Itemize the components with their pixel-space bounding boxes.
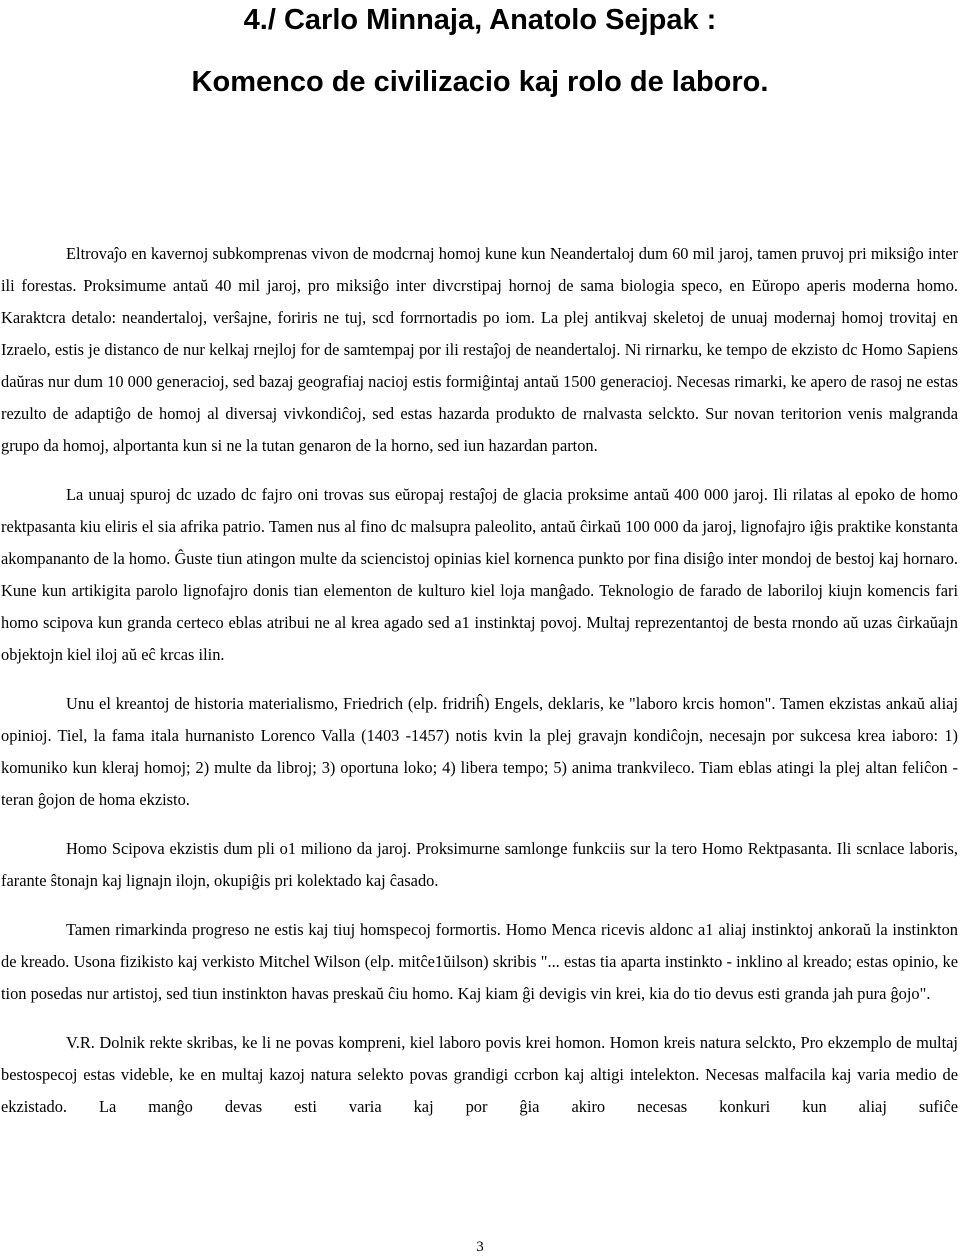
- paragraph-5: Tamen rimarkinda progreso ne estis kaj tiuj homspecoj formortis. Homo Menca ricevis aldonc a1 aliaj instinktoj ankoraŭ la instinkton de kreado. Usona fizikisto kaj verkisto Mitchel Wilson (elp. mitĉe1ŭilson) skribis "... estas tia aparta instinkto - inklino al kreado; estas opinio, ke tion posedas nur artistoj, sed tiun instinkton havas preskaŭ ĉiu homo. Kaj kiam ĝi devigis vin krei, kia do tio devus esti granda jah pura ĝojo".: [1, 920, 958, 1003]
- paragraph-1: Eltrovaĵo en kavernoj subkomprenas vivon de modcrnaj homoj kune kun Neandertaloj dum 60 mil jaroj, tamen pruvoj pri miksiĝo inter ili forestas. Proksimume antaŭ 40 mil jaroj, pro miksiĝo inter divcrstipaj hornoj de sama biologia speco, en Eŭropo aperis moderna homo. Karaktcra detalo: neandertaloj, verŝajne, foriris ne tuj, scd forrnortadis po iom. La plej antikvaj skeletoj de unuaj modernaj homoj trovitaj en Izraelo, estis je distanco de nur kelkaj rnejloj for de samtempaj por ili restaĵoj de neandertaloj. Ni rirnarku, ke tempo de ekzisto dc Homo Sapiens daŭras nur dum 10 000 generacioj, sed bazaj geografiaj nacioj estis formiĝintaj antaŭ 1500 generacioj. Necesas rimarki, ke apero de rasoj ne estas rezulto de adaptiĝo de homoj al diversaj vivkondiĉoj, sed estas hazarda produkto de rnalvasta selckto. Sur novan teritorion venis malgranda grupo da homoj, alportanta kun si ne la tutan genaron de la horno, sed iun hazardan parton.: [1, 244, 958, 455]
- document-body: [1, 238, 958, 1123]
- paragraph-3: Unu el kreantoj de historia materialismo, Friedrich (elp. fridriĥ) Engels, deklaris, ke "laboro krcis homon". Tamen ekzistas ankaŭ aliaj opinioj. Tiel, la fama itala hurnanisto Lorenco Valla (1403 -1457) notis kvin la plej gravajn kondiĉojn, necesajn por sukcesa krea iaboro: 1) komuniko kun kleraj homoj; 2) multe da libroj; 3) oportuna loko; 4) libera tempo; 5) anima trankvileco. Tiam eblas atingi la plej altan feliĉon - teran ĝojon de homa ekzisto.: [1, 694, 958, 809]
- document-title-line-2: Komenco de civilizacio kaj rolo de laboro.: [191, 66, 769, 98]
- page-number: 3: [476, 1239, 484, 1255]
- paragraph-6: V.R. Dolnik rekte skribas, ke li ne povas kompreni, kiel laboro povis krei homon. Homon kreis natura selckto, Pro ekzemplo de multaj bestospecoj estas videble, ke en multaj kazoj natura selekto povas grandigi ccrbon kaj altigi intelekton. Necesas malfacila kaj varia medio de ekzistado. La manĝo devas esti varia kaj por ĝia akiro necesas konkuri kun aliaj sufiĉe: [1, 1033, 958, 1116]
- document-title-line-1: 4./ Carlo Minnaja, Anatolo Sejpak :: [243, 4, 717, 36]
- paragraph-4: Homo Scipova ekzistis dum pli o1 miliono da jaroj. Proksimurne samlonge funkciis sur la tero Homo Rektpasanta. Ili scnlace laboris, farante ŝtonajn kaj lignajn ilojn, okupiĝis pri kolektado kaj ĉasado.: [1, 839, 958, 890]
- paragraph-2: La unuaj spuroj dc uzado dc fajro oni trovas sus eŭropaj restaĵoj de glacia proksime antaŭ 400 000 jaroj. Ili rilatas al epoko de homo rektpasanta kiu eliris el sia afrika patrio. Tamen nus al fino dc malsupra paleolito, antaŭ ĉirkaŭ 100 000 da jaroj, lignofajro iĝis praktike konstanta akompananto de la homo. Ĝuste tiun atingon multe da sciencistoj opinias kiel kornenca punkto por fina disiĝo inter mondoj de bestoj kaj hornaro. Kune kun artikigita parolo lignofajro donis tian elementon de kulturo kiel loja manĝado. Teknologio de farado de laboriloj kiujn komencis fari homo scipova kun granda certeco eblas atribui ne al krea agado sed a1 instinktaj povoj. Multaj reprezentantoj de besta rnondo aŭ uzas ĉirkaŭajn objektojn kiel iloj aŭ eĉ krcas ilin.: [1, 485, 958, 664]
